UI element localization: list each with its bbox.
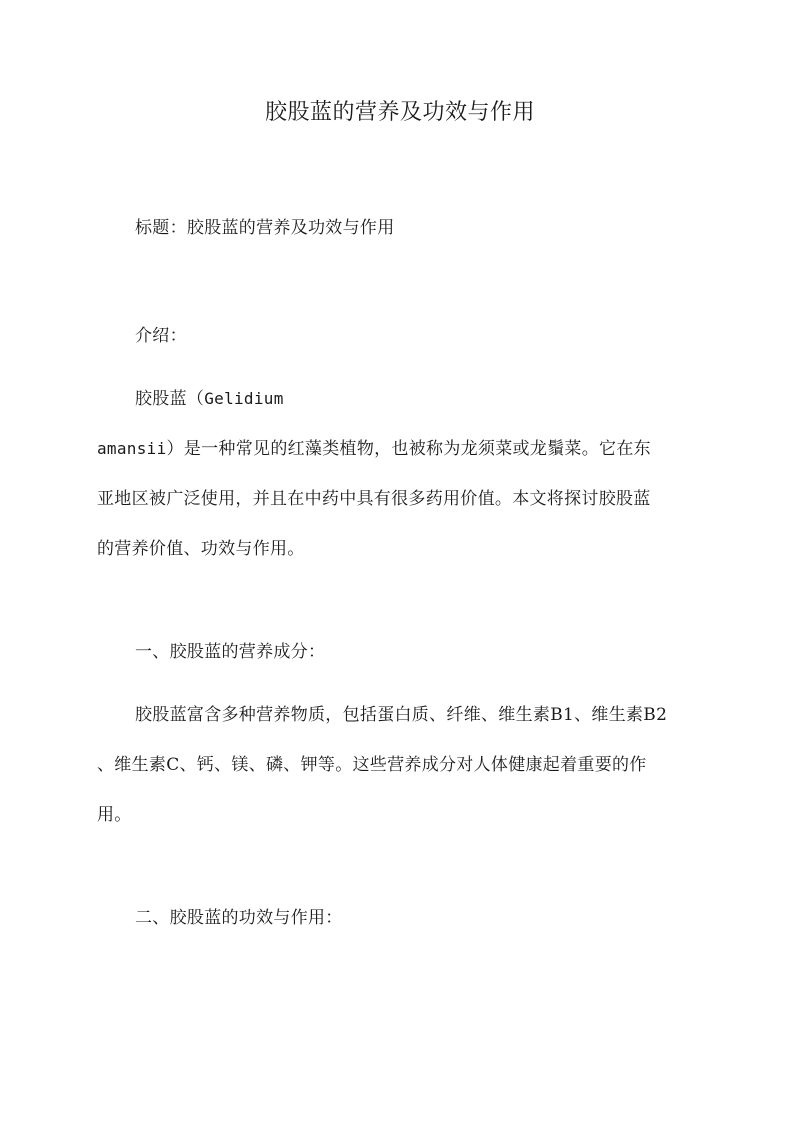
section-1-line-3: 用。 [97, 805, 132, 825]
intro-label: 介绍： [135, 326, 187, 346]
intro-line-2 [97, 437, 651, 461]
intro-line-1 [135, 387, 284, 411]
section-2-heading: 二、胶股蓝的功效与作用： [135, 908, 343, 928]
section-1-line-2: 、维生素C、钙、镁、磷、钾等。这些营养成分对人体健康起着重要的作 [97, 755, 647, 775]
intro-line-1-prefix: 胶股蓝（ [135, 389, 205, 409]
intro-line-4: 的营养价值、功效与作用。 [97, 539, 305, 559]
document-title: 胶股蓝的营养及功效与作用 [264, 100, 535, 125]
section-1-heading: 一、胶股蓝的营养成分： [135, 642, 326, 662]
intro-latin-genus: Gelidium [204, 389, 284, 408]
intro-line-3: 亚地区被广泛使用，并且在中药中具有很多药用价值。本文将探讨胶股蓝 [97, 489, 651, 509]
intro-latin-species: amansii [97, 439, 167, 458]
section-1-line-1: 胶股蓝富含多种营养物质，包括蛋白质、纤维、维生素B1、维生素B2 [135, 705, 668, 725]
intro-line-2-rest: ）是一种常见的红藻类植物，也被称为龙须菜或龙鬚菜。它在东 [166, 439, 651, 459]
heading-line: 标题：胶股蓝的营养及功效与作用 [135, 218, 395, 238]
